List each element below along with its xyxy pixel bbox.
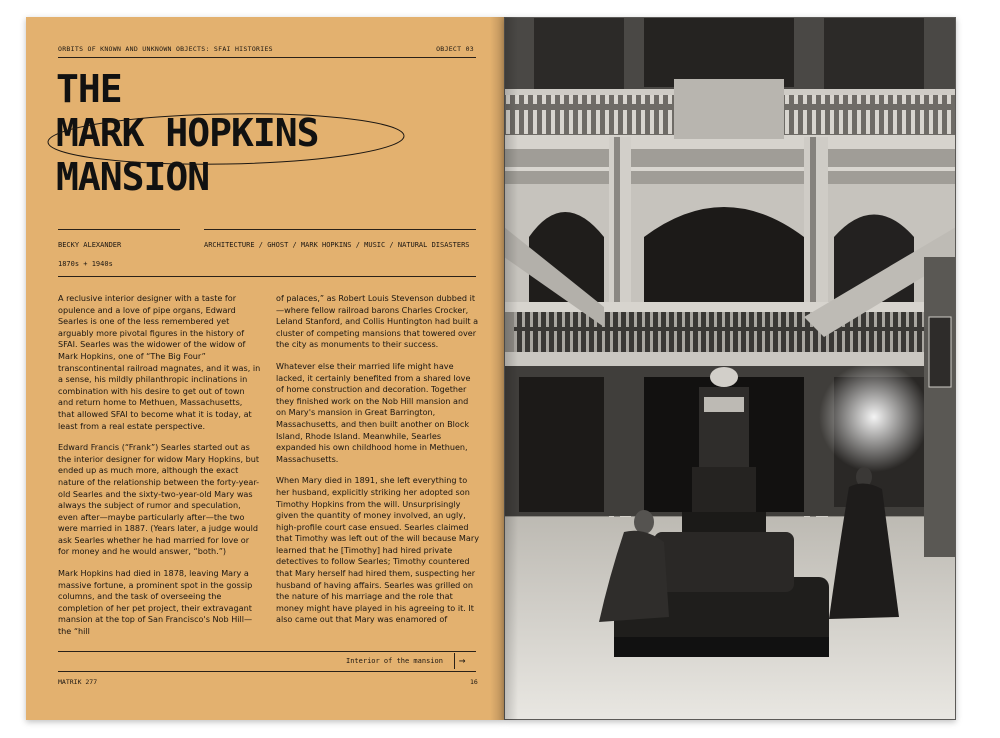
meta-rule xyxy=(58,276,476,277)
publication-name: MATRIK 277 xyxy=(58,678,98,686)
caption-rule-bottom xyxy=(58,671,476,672)
hand-drawn-ellipse xyxy=(46,111,406,167)
photo-caption: Interior of the mansion xyxy=(346,657,443,665)
mansion-interior-photo xyxy=(504,17,956,720)
paragraph: Whatever else their married life might have lacked, it certainly benefited from a shared love of home construction and decoration. Together they finished work on the Nob Hill mansion and on Mary's mansion in Great Barrington, Massachusetts, and then built another on Block Island, Rhode Island. Meanwhile, Searles expanded his own childhood home in Methuen, Massachusetts. xyxy=(276,360,471,464)
title-line-1: THE xyxy=(56,67,122,111)
paragraph: Mark Hopkins had died in 1878, leaving Mary a massive fortune, a prominent spot in the gossip columns, and the task of overseeing the completion of her pet project, their extravagant mansion at the top of San Francisco's Nob Hill—the “hill xyxy=(58,568,253,637)
tags-rule xyxy=(204,229,476,230)
tags: ARCHITECTURE / GHOST / MARK HOPKINS / MUSIC / NATURAL DISASTERS xyxy=(204,241,470,249)
author-name: BECKY ALEXANDER xyxy=(58,241,122,249)
arrow-right-icon: → xyxy=(454,653,469,669)
header-rule xyxy=(58,57,476,58)
paragraph: A reclusive interior designer with a taste for opulence and a love of pipe organs, Edward Searles is one of the less remembered yet arguably more pivotal figures in the history of SFAI. Searles was the widower of the widow of Mark Hopkins, one of “The Big Four” transcontinental railroad magnates, and it was, in a sense, his mildly philanthropic inclinations in combination with his desire to get out of town and return home to Methuen, Massachusetts, that allowed SFAI to become what it is today, at least from a real estate perspective. xyxy=(58,293,261,431)
date-range: 1870s + 1940s xyxy=(58,260,113,268)
left-page xyxy=(26,17,504,720)
title-line-3: MANSION xyxy=(56,155,210,199)
paragraph: When Mary died in 1891, she left everything to her husband, explicitly striking her adopted son Timothy Hopkins from the will. Unsurprisingly given the quantity of money involved, an ugly, high-profile court case ensued. Searles claimed that Timothy was left out of the will because Mary learned that he [Timothy] had hired private detectives to follow Searles; Timothy countered that Mary herself had hired them, suspecting her husband of having affairs. Searles was grilled on the nature of his marriage and the role that money might have played in his agreeing to it. It also came out that Mary was enamored of xyxy=(276,475,479,625)
body-column-1 xyxy=(58,293,261,648)
caption-rule-top xyxy=(58,651,476,652)
paragraph: Edward Francis (“Frank”) Searles started out as the interior designer for widow Mary Hopkins, but ended up as much more, although the exact nature of the relationship between the forty-year-old Searles and the sixty-two-year-old Mary was always the subject of rumor and speculation, even after—maybe particularly after—the two were married in 1887. (Years later, a judge would ask Searles whether he had married for love or for money and he would answer, “both.”) xyxy=(58,442,260,557)
title-line-2: MARK HOPKINS xyxy=(56,111,319,155)
object-number: OBJECT 03 xyxy=(436,45,474,53)
author-rule xyxy=(58,229,180,230)
body-column-2 xyxy=(276,293,479,636)
page-number: 16 xyxy=(470,678,478,686)
right-page xyxy=(504,17,956,720)
paragraph: of palaces,” as Robert Louis Stevenson dubbed it—where fellow railroad barons Charles Crocker, Leland Stanford, and Collis Huntington had built a cluster of competing mansions that towered over the city as monuments to their success. xyxy=(276,293,479,350)
series-title: ORBITS OF KNOWN AND UNKNOWN OBJECTS: SFAI HISTORIES xyxy=(58,45,273,53)
article-title xyxy=(56,67,496,207)
